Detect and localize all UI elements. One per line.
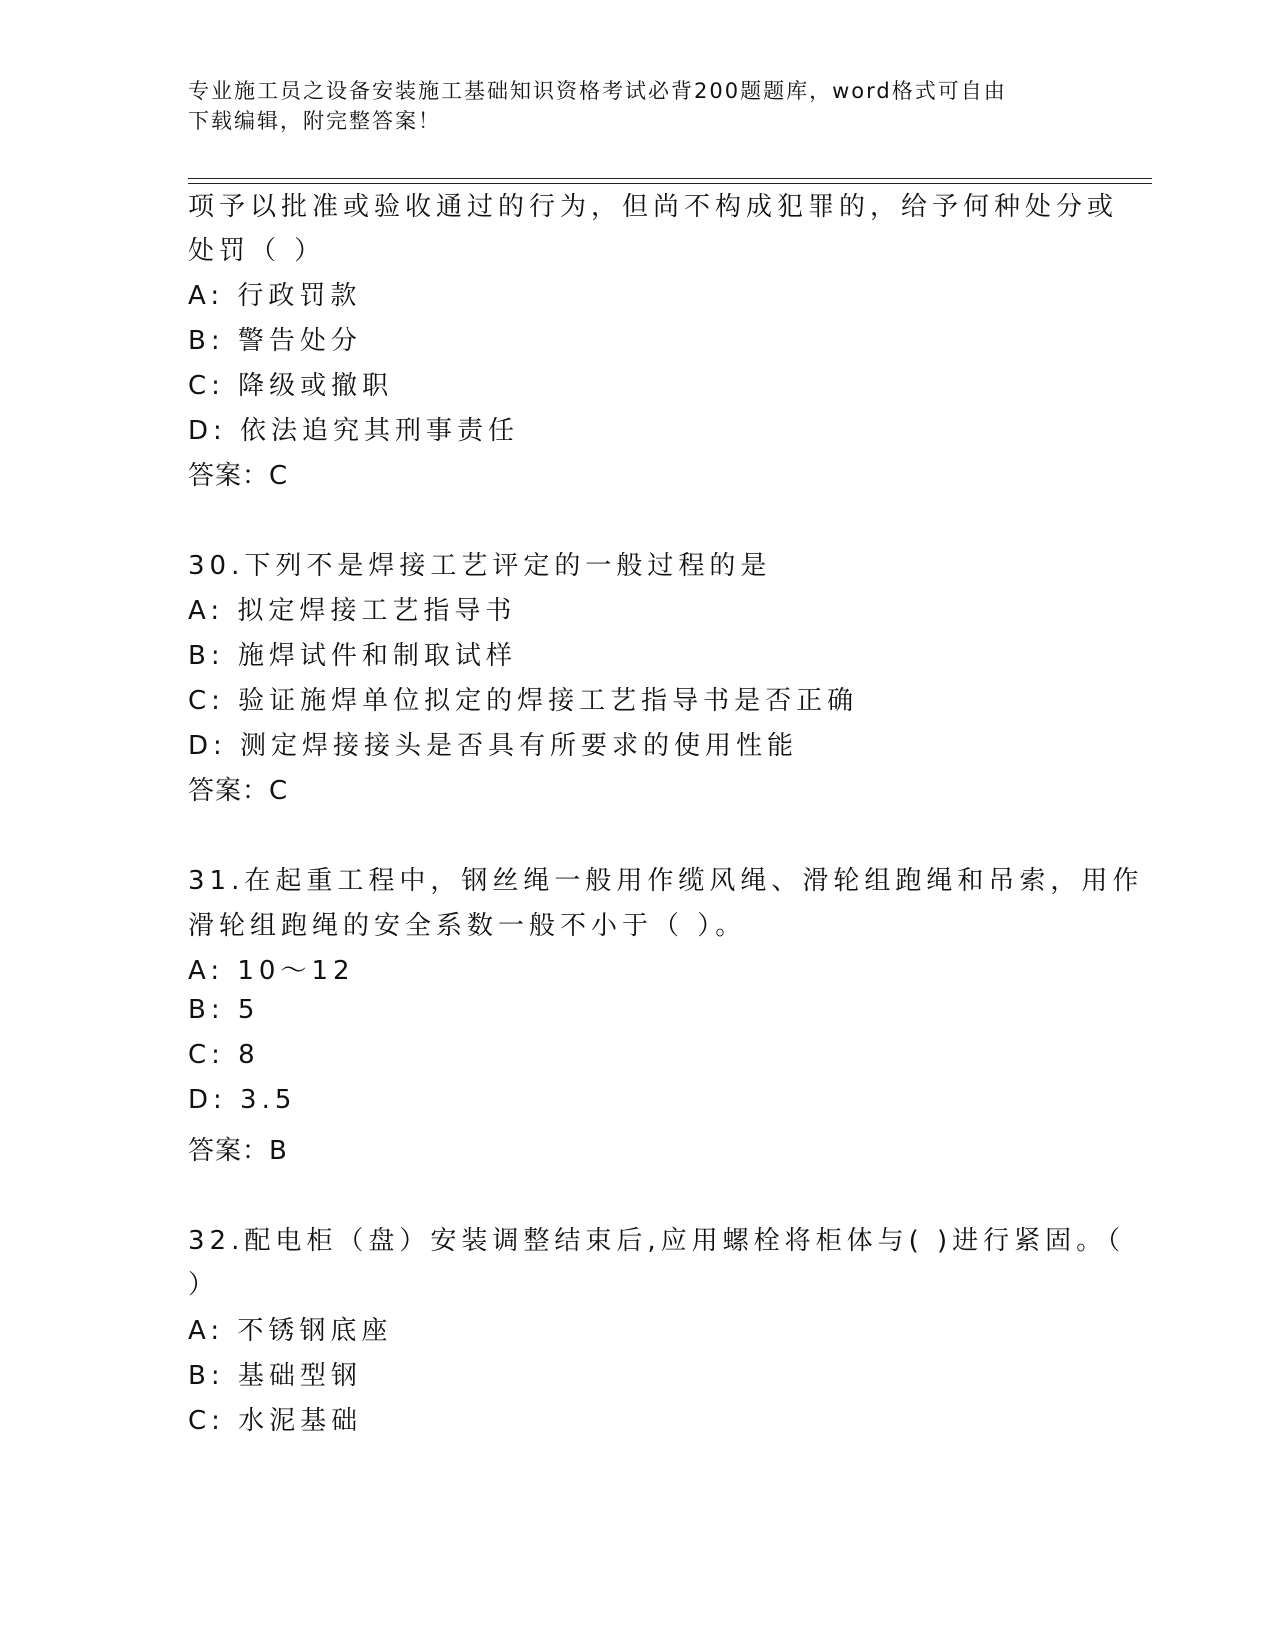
q29-stem-line-1: 项予以批准或验收通过的行为，但尚不构成犯罪的，给予何种处分或: [188, 192, 1119, 222]
q30-option-b: B: 施焊试件和制取试样: [188, 641, 517, 671]
header-rule-bottom: [188, 183, 1152, 184]
q31-option-d: D: 3.5: [188, 1085, 297, 1115]
q30-option-c: C: 验证施焊单位拟定的焊接工艺指导书是否正确: [188, 686, 859, 716]
q29-option-a: A: 行政罚款: [188, 281, 362, 311]
q32-option-b: B: 基础型钢: [188, 1361, 362, 1391]
header-line-1: 专业施工员之设备安装施工基础知识资格考试必背200题题库，word格式可自由: [188, 79, 1007, 103]
q30-answer: 答案：C: [188, 776, 289, 806]
q30-stem-line-1: 30.下列不是焊接工艺评定的一般过程的是: [188, 551, 772, 581]
q30-option-d: D: 测定焊接接头是否具有所要求的使用性能: [188, 731, 799, 761]
page-header: [188, 76, 1068, 136]
q31-option-c: C: 8: [188, 1040, 260, 1070]
q31-option-b: B: 5: [188, 995, 260, 1025]
q32-option-c: C: 水泥基础: [188, 1406, 363, 1436]
q29-option-b: B: 警告处分: [188, 326, 362, 356]
q30-option-a: A: 拟定焊接工艺指导书: [188, 596, 517, 626]
q31-option-a: A: 10～12: [188, 956, 355, 986]
q29-option-d: D: 依法追究其刑事责任: [188, 416, 520, 446]
q32-stem-line-1: 32.配电柜（盘）安装调整结束后,应用螺栓将柜体与( )进行紧固。（: [188, 1226, 1126, 1256]
q32-stem-line-2: ）: [188, 1270, 220, 1300]
q31-stem-line-2: 滑轮组跑绳的安全系数一般不小于（ ）。: [188, 911, 747, 941]
q29-option-c: C: 降级或撤职: [188, 371, 394, 401]
q31-answer: 答案：B: [188, 1136, 288, 1166]
q29-answer: 答案：C: [188, 461, 289, 491]
q32-option-a: A: 不锈钢底座: [188, 1316, 393, 1346]
header-line-2: 下载编辑，附完整答案！: [188, 109, 441, 133]
header-rule-top: [188, 178, 1152, 179]
q31-stem-line-1: 31.在起重工程中，钢丝绳一般用作缆风绳、滑轮组跑绳和吊索，用作: [188, 866, 1144, 896]
q29-stem-line-2: 处罚（ ）: [188, 236, 326, 266]
